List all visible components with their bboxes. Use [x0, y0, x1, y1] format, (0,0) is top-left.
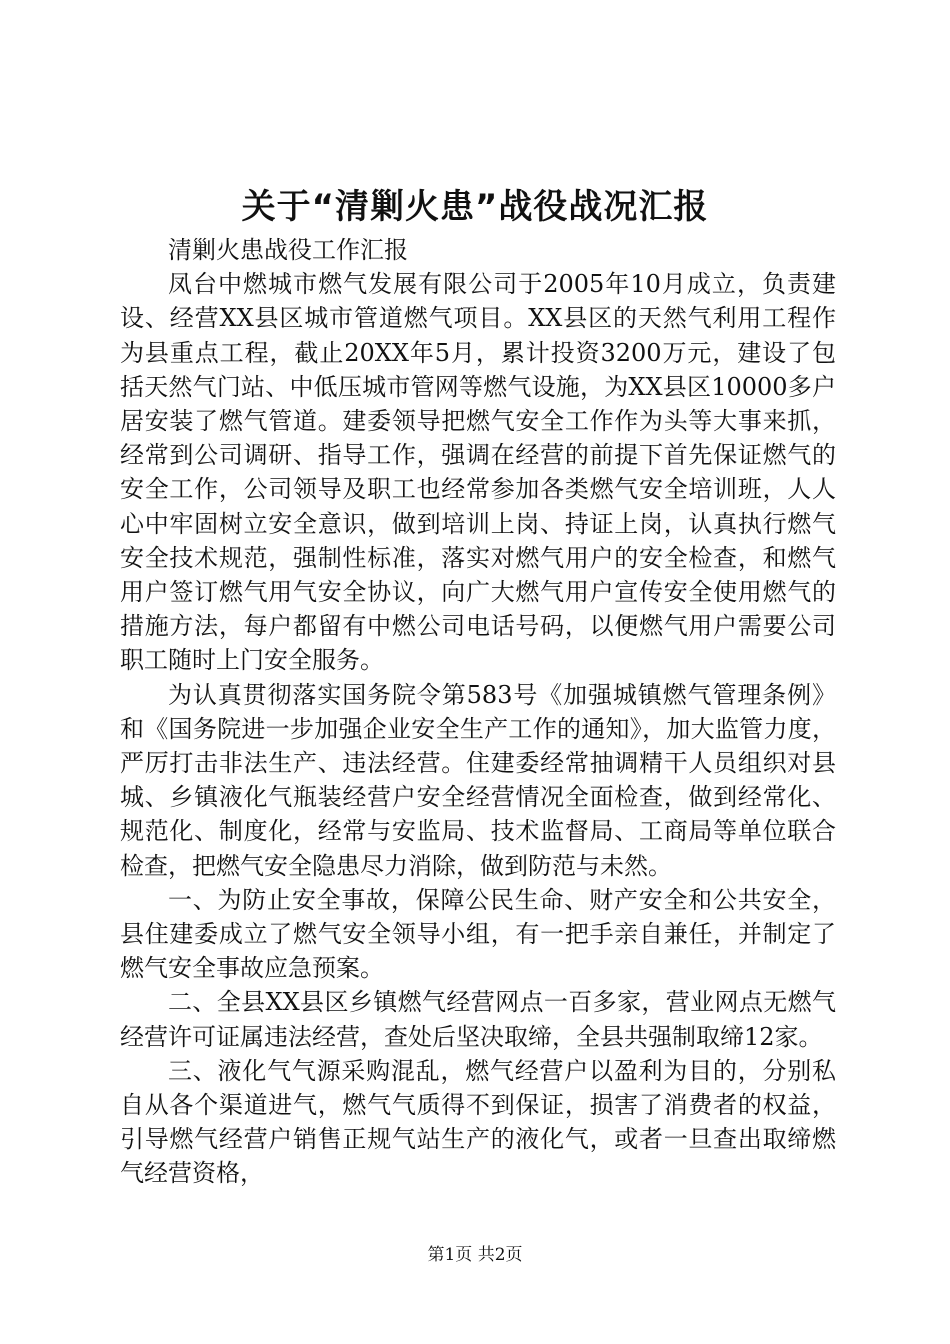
body-paragraph: 二、全县XX县区乡镇燃气经营网点一百多家，营业网点无燃气经营许可证属违法经营，查处后坚决取缔，全县共强制取缔12家。 — [120, 988, 836, 1051]
page-number-footer: 第1页 共2页 — [427, 1245, 523, 1265]
body-paragraph: 凤台中燃城市燃气发展有限公司于2005年10月成立，负责建设、经营XX县区城市管道燃气项目。XX县区的天然气利用工程作为县重点工程，截止20XX年5月，累计投资3200万元，建设了包括天然气门站、中低压城市管网等燃气设施，为XX县区10000多户居安装了燃气管道。建委领导把燃气安全工作作为头等大事来抓，经常到公司调研、指导工作，强调在经营的前提下首先保证燃气的安全工作，公司领导及职工也经常参加各类燃气安全培训班，人人心中牢固树立安全意识，做到培训上岗、持证上岗，认真执行燃气安全技术规范，强制性标准，落实对燃气用户的安全检查，和燃气用户签订燃气用气安全协议，向广大燃气用户宣传安全使用燃气的措施方法，每户都留有中燃公司电话号码，以便燃气用户需要公司职工随时上门安全服务。 — [120, 270, 836, 675]
document-body — [120, 233, 836, 1191]
subtitle-paragraph: 清剿火患战役工作汇报 — [168, 236, 408, 264]
body-paragraph: 一、为防止安全事故，保障公民生命、财产安全和公共安全，县住建委成立了燃气安全领导小组，有一把手亲自兼任，并制定了燃气安全事故应急预案。 — [120, 885, 836, 983]
body-paragraph: 为认真贯彻落实国务院令第583号《加强城镇燃气管理条例》和《国务院进一步加强企业安全生产工作的通知》，加大监管力度，严厉打击非法生产、违法经营。住建委经常抽调精干人员组织对县城、乡镇液化气瓶装经营户安全经营情况全面检查，做到经常化、规范化、制度化，经常与安监局、技术监督局、工商局等单位联合检查，把燃气安全隐患尽力消除，做到防范与未然。 — [120, 680, 836, 880]
document-title: 关于“清剿火患”战役战况汇报 — [241, 187, 709, 227]
body-paragraph: 三、液化气气源采购混乱，燃气经营户以盈利为目的，分别私自从各个渠道进气，燃气气质得不到保证，损害了消费者的权益，引导燃气经营户销售正规气站生产的液化气，或者一旦查出取缔燃气经营资格， — [120, 1056, 836, 1188]
